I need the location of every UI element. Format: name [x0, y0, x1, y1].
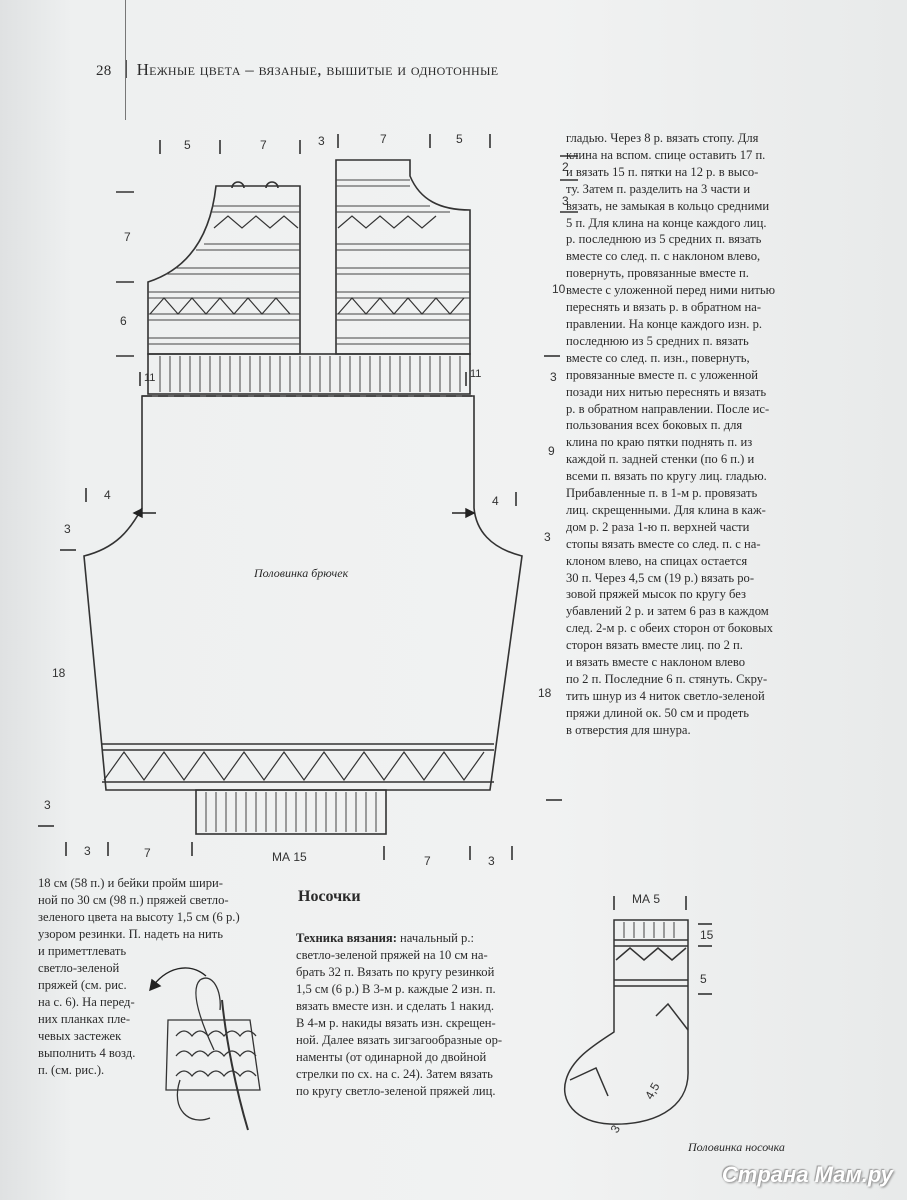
dim-right-7: 3 — [544, 530, 551, 544]
text-line: и вязать вместе с наклоном влево — [566, 655, 746, 670]
left-text-column — [38, 875, 270, 1079]
text-line: пряжей (см. рис. — [38, 978, 127, 992]
text-line: вместе с уложенной перед ними нитью — [566, 283, 776, 298]
text-line: всеми п. вязать по кругу лиц. гладью. — [566, 469, 767, 484]
dim-right-1: 2 — [562, 160, 569, 174]
dim-top-4: 7 — [380, 132, 387, 146]
text-line: вязать вместе изн. и сделать 1 накид. — [296, 999, 495, 1013]
dim-top-1: 5 — [184, 138, 191, 152]
text-line: в отверстия для шнура. — [566, 722, 691, 737]
dim-right-4: 3 — [550, 370, 557, 384]
text-line: р. последнюю из 5 средних п. вязать — [566, 232, 762, 247]
dim-right-6: 4 — [492, 494, 499, 508]
text-line: убавлений 2 р. и затем 6 раз в каждом — [566, 604, 769, 619]
section-title-socks: Носочки — [298, 888, 361, 905]
text-line: зовой пряжей мысок по кругу без — [566, 587, 746, 602]
text-line: сторон вязать вместе лиц. по 2 п. — [566, 638, 743, 653]
dim-left-3: 4 — [104, 488, 111, 502]
dim-left-2: 6 — [120, 314, 127, 328]
text-line: переснять и вязать р. в обратном на- — [566, 300, 762, 315]
dim-right-2: 3 — [562, 194, 569, 208]
sock-dim-4: 4,5 — [642, 1080, 663, 1102]
dim-bottom-1: 3 — [84, 844, 91, 858]
pants-caption: Половинка брючек — [254, 566, 349, 580]
sock-dim-3: 3 — [607, 1122, 624, 1136]
text-line: чевых застежек — [38, 1029, 122, 1043]
dim-right-5: 9 — [548, 444, 555, 458]
text-line: повернуть, провязанные вместе п. — [566, 266, 749, 281]
rib-mark-right: 11 — [470, 368, 482, 380]
dim-left-5: 18 — [52, 666, 66, 680]
text-line: каждой п. задней стенки (по 6 п.) и — [566, 452, 755, 467]
dim-top-2: 7 — [260, 138, 267, 152]
text-line: дом р. 2 раза 1-ю п. верхней части — [566, 519, 750, 534]
text-line: ной. Далее вязать зигзагообразные ор- — [296, 1033, 503, 1047]
text-line: и вязать 15 п. пятки на 12 р. в высо- — [566, 164, 759, 179]
text-line: след. 2-м р. с обеих сторон от боковых — [566, 621, 773, 636]
page-number: 28 — [96, 63, 112, 79]
text-line: вместе со след. п. изн., повернуть, — [566, 350, 750, 365]
text-fragment: начальный р.: — [396, 931, 474, 945]
text-line: пряжи длиной ок. 50 см и продеть — [566, 705, 750, 720]
text-line: на с. 6). На перед- — [38, 995, 135, 1009]
text-line: клина на вспом. спице оставить 17 п. — [566, 147, 766, 162]
rib-mark-left: 11 — [144, 372, 156, 384]
right-text-column — [566, 130, 856, 739]
dim-left-1: 7 — [124, 230, 131, 244]
socks-instructions — [296, 930, 536, 1100]
text-line: клина по краю пятки поднять п. из — [566, 435, 753, 450]
text-line: позади них нитью переснять и вязать — [566, 384, 767, 399]
technique-label: Техника вязания: — [296, 931, 397, 945]
text-line: В 4-м р. накиды вязать изн. скрещен- — [296, 1016, 496, 1030]
dim-bottom-3: МА 15 — [272, 850, 307, 864]
text-line: последнюю из 5 средних п. вязать — [566, 333, 749, 348]
text-line: наменты (от одинарной до двойной — [296, 1050, 487, 1064]
text-line: и приметтлевать — [38, 944, 127, 958]
sock-dim-2: 5 — [700, 972, 707, 986]
text-line — [296, 930, 536, 947]
site-watermark: Страна Мам.ру — [721, 1162, 893, 1187]
dim-bottom-5: 3 — [488, 854, 495, 868]
text-line: Прибавленные п. в 1-м р. провязать — [566, 486, 758, 501]
text-line: 1,5 см (6 р.) В 3-м р. каждые 2 изн. п. — [296, 982, 496, 996]
text-line: ту. Затем п. разделить на 3 части и — [566, 181, 751, 196]
text-line: брать 32 п. Вязать по кругу резинкой — [296, 965, 495, 979]
text-line: светло-зеленой пряжей на 10 см на- — [296, 948, 488, 962]
text-line: пользования всех боковых п. для — [566, 418, 743, 433]
chapter-title: Нежные цвета – вязаные, вышитые и однотонные — [136, 60, 499, 79]
text-line: 30 п. Через 4,5 см (19 р.) вязать ро- — [566, 570, 755, 585]
text-line: по 2 п. Последние 6 п. стянуть. Скру- — [566, 672, 768, 686]
dim-bottom-2: 7 — [144, 846, 151, 860]
sock-caption: Половинка носочка — [688, 1140, 785, 1154]
text-line: стрелки по сх. на с. 24). Затем вязать — [296, 1067, 493, 1081]
text-line: вместе со след. п. с наклоном влево, — [566, 249, 761, 264]
text-line: гладью. Через 8 р. вязать стопу. Для — [566, 131, 759, 145]
dim-left-4: 3 — [64, 522, 71, 536]
text-line: узором резинки. П. надеть на нить — [38, 927, 223, 941]
dim-top-3: 3 — [318, 134, 325, 148]
text-line: зеленого цвета на высоту 1,5 см (6 р.) — [38, 910, 240, 924]
text-line: светло-зеленой — [38, 961, 120, 975]
dim-left-6: 3 — [44, 798, 51, 812]
text-line: стопы вязать вместе со след. п. с на- — [566, 536, 761, 551]
text-line: правлении. На конце каждого изн. р. — [566, 316, 763, 331]
dim-right-3: 10 — [552, 282, 566, 296]
text-line: клоном влево, на спицах остается — [566, 553, 748, 568]
text-line: по кругу светло-зеленой пряжей лиц. — [296, 1084, 496, 1098]
text-line: тить шнур из 4 ниток светло-зеленой — [566, 688, 765, 703]
text-line: ной по 30 см (98 п.) пряжей светло- — [38, 893, 229, 907]
text-line: лиц. скрещенными. Для клина в каж- — [566, 502, 766, 517]
dim-top-5: 5 — [456, 132, 463, 146]
text-line: них планках пле- — [38, 1012, 131, 1026]
dim-right-8: 18 — [538, 686, 552, 700]
text-line: 18 см (58 п.) и бейки пройм шири- — [38, 876, 223, 890]
text-line: р. в обратном направлении. После ис- — [566, 401, 770, 416]
text-line: провязанные вместе п. с уложенной — [566, 367, 759, 382]
text-line: вязать, не замыкая в кольцо средними — [566, 198, 770, 213]
sock-top-label: МА 5 — [632, 892, 661, 906]
text-line: п. (см. рис.). — [38, 1063, 105, 1077]
text-line: выполнить 4 возд. — [38, 1046, 136, 1060]
text-line: 5 п. Для клина на конце каждого лиц. — [566, 215, 767, 230]
sock-dim-1: 15 — [700, 928, 714, 942]
dim-bottom-4: 7 — [424, 854, 431, 868]
